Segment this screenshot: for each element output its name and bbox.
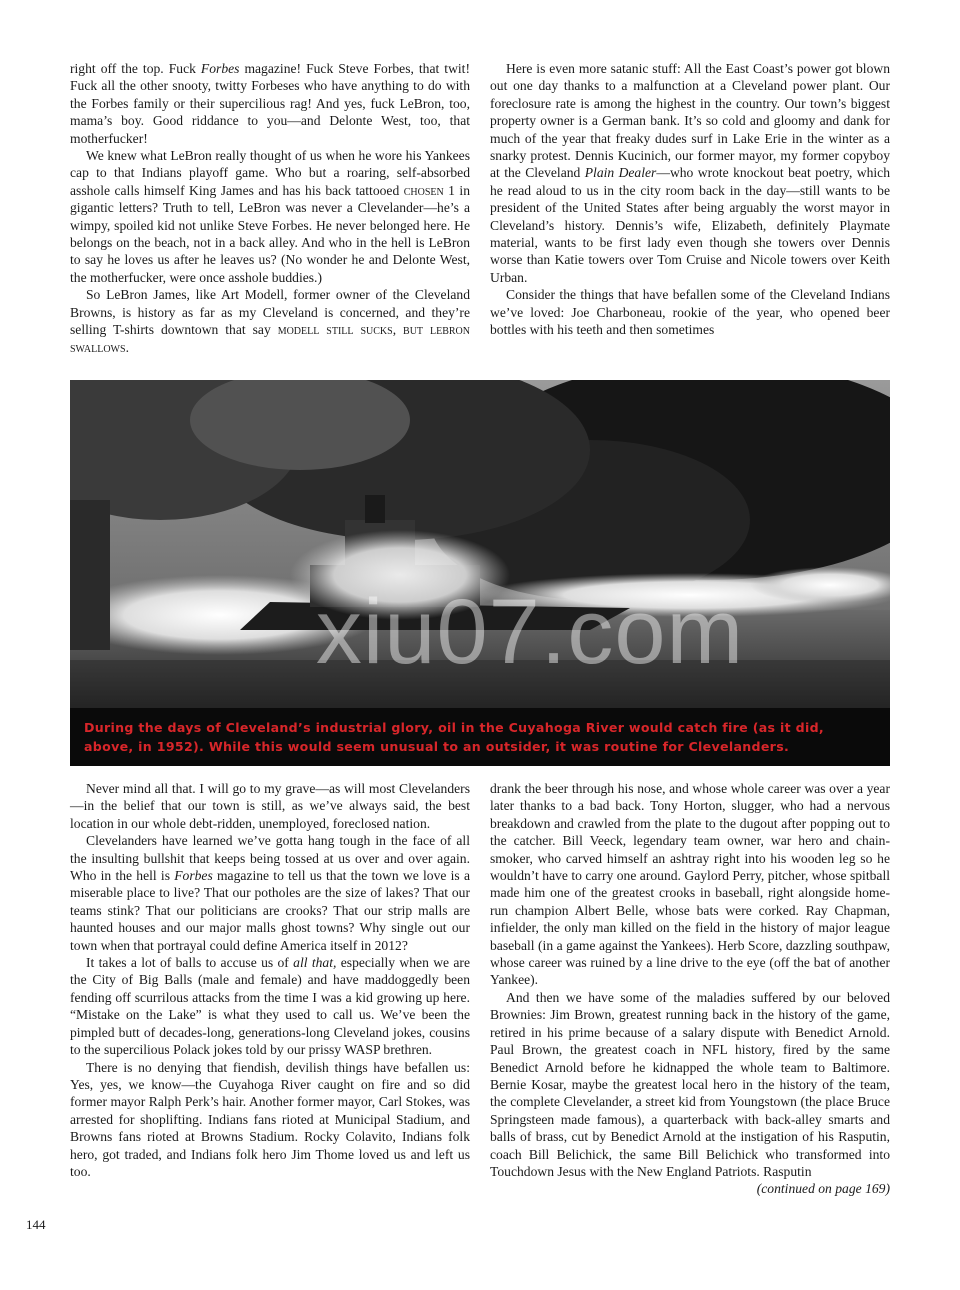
column-top-right [490,60,890,339]
paragraph: Consider the things that have befallen some of the Cleveland Indians we’ve loved: Joe Charboneau, rookie of the year, who opened beer bottles with his teeth and then sometimes [490,287,890,338]
paragraph: Here is even more satanic stuff: All the East Coast’s power got blown out one day thanks to a malfunction at a Cleveland power plant. Our foreclosure rate is among the highest in the country. Our town’s biggest property owner is a German bank. It’s so cold and gloomy and dank for much of the year that freaky dudes surf in Lake Erie in the winter as a snarky protest. Dennis Kucinich, our former mayor, my former copyboy at the Cleveland Plain Dealer—who wrote knockout beat poetry, which he read aloud to us in the city room back in the day—still wants to be president of the United States after being arguably the worst mayor in Cleveland’s history. Dennis’s wife, Elizabeth, definitely Playmate material, wants to be first lady even though she towers over Dennis worse than Katie towers over Tom Cruise and Nicole towers over Keith Urban. [490,61,890,285]
photo-caption: During the days of Cleveland’s industrial glory, oil in the Cuyahoga River would catch fire (as it did, above, in 1952). While this would seem unusual to an outsider, it was routine for Clevelanders. [84,720,824,754]
paragraph: We knew what LeBron really thought of us when he wore his Yankees cap to that Indians playoff game. Who but a roaring, self-absorbed asshole calls himself King James and has his back tattooed chosen 1 in gigantic letters? Truth to tell, LeBron was never a Clevelander—he’s a wimpy, spoiled kid not unlike Steve Forbes. He never belonged here. He belongs on the beach, not in a back alley. And who in the hell is LeBron to say he loves us after he leaves us? (No wonder he and Delonte West, the motherfucker, were once asshole buddies.) [70,148,470,285]
paragraph: right off the top. Fuck Forbes magazine! Fuck Steve Forbes, that twit! Fuck all the other snooty, twitty Forbeses who have anything to do with the Forbes family or their supercilious rag! And yes, fuck LeBron, too, mama’s boy. Good riddance to you—and Delonte West, too, that motherfucker! [70,61,470,146]
paragraph: Never mind all that. I will go to my grave—as will most Clevelanders—in the belief that our town is still, as we’ve always said, the best location in our whole debt-ridden, unemployed, foreclosed nation. [70,781,470,831]
column-bottom-right [490,780,890,1198]
paragraph: So LeBron James, like Art Modell, former owner of the Cleveland Browns, is history as far as my Cleveland is concerned, and they’re selling T-shirts downtown that say modell still sucks, but lebron swallows. [70,287,470,355]
paragraph: Clevelanders have learned we’ve gotta hang tough in the face of all the insulting bullshit that keeps being tossed at us over and over again. Who in the hell is Forbes magazine to tell us that the town we love is a miserable place to live? That our potholes are the size of lakes? That our teams stink? That our politicians are crooks? That our strip malls are haunted houses and our major malls ghost towns? Why single out our town when that portrayal could define America itself in 2012? [70,833,470,953]
column-bottom-left [70,780,470,1180]
paragraph: And then we have some of the maladies suffered by our beloved Brownies: Jim Brown, greatest running back in the history of the game, retired in his prime because of a salary dispute with Benedict Arnold. Paul Brown, the greatest coach in NFL history, fired by the same Benedict Arnold before he kidnapped the whole team to Baltimore. Bernie Kosar, maybe the greatest local hero in the history of the team, the complete Clevelander, a street kid from Youngstown (the place Bruce Springsteen made famous), a quarterback with back-alley smarts and balls of brass, cut by Benedict Arnold at the instigation of his Rasputin, coach Bill Belichick, the same Bill Belichick who transformed into Touchdown Jesus with the New England Patriots. Rasputin (continued on page 169) [490,989,890,1197]
watermark: xiu07.com [315,581,745,683]
page-number: 144 [26,1217,46,1232]
paragraph: drank the beer through his nose, and whose whole career was over a year later thanks to a bad back. Tony Horton, slugger, who had a nervous breakdown and crawled from the plate to the dugout after popping out to the catcher. Bill Veeck, legendary team owner, war hero and chain-smoker, who carved himself an ashtray right into his wooden leg so he wouldn’t have to carry one around. Gaylord Perry, pitcher, whose spitball made him one of the greatest crooks in baseball, right alongside home-run champion Albert Belle, whose bats were corked. Ray Chapman, infielder, the only man killed on the field in the history of major league baseball (in a game against the Yankees). Herb Score, dazzling southpaw, whose career was ruined by a line drive to the eye (off the bat of another Yankee). [490,781,890,988]
paragraph: There is no denying that fiendish, devilish things have befallen us: Yes, yes, we know—the Cuyahoga River caught on fire and so did former mayor Ralph Perk’s hair. Another former mayor, Carl Stokes, was arrested for shoplifting. Indians fans rioted at Municipal Stadium, and Browns fans rioted at Browns Stadium. Rocky Colavito, Indians folk hero, got traded, and Indians folk hero Jim Thome loved us and left us too. [70,1059,470,1179]
column-top-left [70,60,470,356]
continued-note: (continued on page 169) [756,1181,890,1197]
river-fire-photo [70,380,890,708]
photo-caption-bar [70,708,890,766]
paragraph: It takes a lot of balls to accuse us of all that, especially when we are the City of Big Balls (male and female) and have maddoggedly been fending off scurrilous attacks from the time I was a kid growing up here. “Mistake on the Lake” is what they used to call us. We’ve been the pimpled butt of decades-long, generations-long Cleveland jokes, cousins to the supercilious Polack jokes told by our prissy WASP brethren. [70,955,470,1058]
